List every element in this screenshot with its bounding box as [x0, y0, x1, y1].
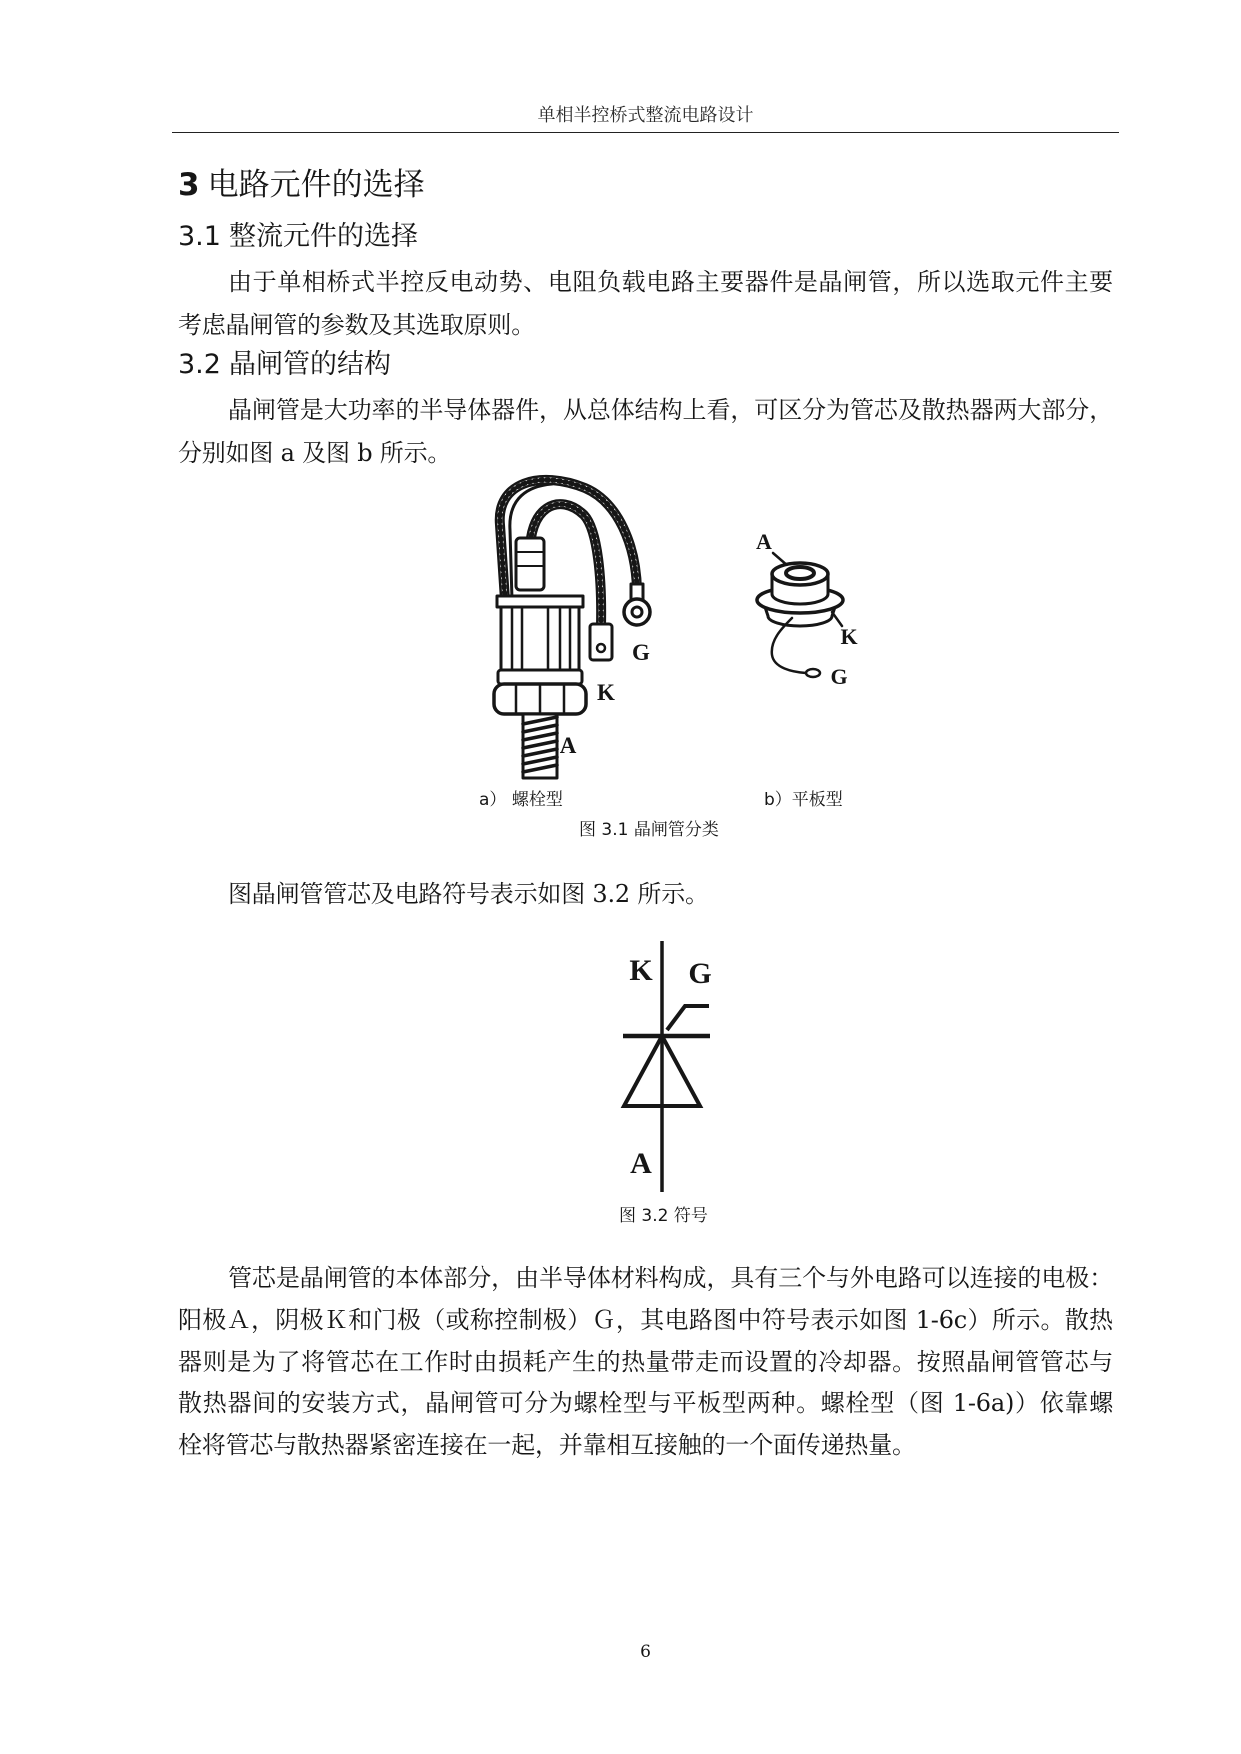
section-title: 整流元件的选择: [228, 221, 418, 252]
gate-wire-lug: [806, 669, 820, 677]
paragraph-line: 分别如图 a 及图 b 所示。: [178, 438, 452, 467]
section-title: 晶闸管的结构: [228, 349, 391, 380]
paragraph-line: 晶闸管是大功率的半导体器件，从总体结构上看，可区分为管芯及散热器两大部分，: [228, 396, 1113, 424]
figure-caption: 图 3.1 晶闸管分类: [579, 820, 719, 840]
paragraph-line: 考虑晶闸管的参数及其选取原则。: [178, 310, 535, 339]
chapter-heading: [178, 167, 425, 203]
paragraph-line: 栓将管芯与散热器紧密连接在一起，并靠相互接触的一个面传递热量。: [178, 1431, 916, 1460]
gate-lead: [667, 1006, 709, 1030]
paragraph-figure-reference: [178, 873, 1113, 916]
paragraph-line: 阳极Ａ，阴极Ｋ和门极（或称控制极）Ｇ，其电路图中符号表示如图 1-6c）所示。散热: [178, 1305, 1113, 1334]
section-number: 3.2: [178, 349, 221, 380]
washer: [498, 670, 582, 684]
paragraph-line: 由于单相桥式半控反电动势、电阻负载电路主要器件是晶闸管，所以选取元件主要: [228, 268, 1113, 296]
paragraph-line: 器则是为了将管芯在工作时由损耗产生的热量带走而设置的冷却器。按照晶闸管管芯与: [178, 1347, 1113, 1376]
paragraph-line: 散热器间的安装方式，晶闸管可分为螺栓型与平板型两种。螺栓型（图 1-6a)）依靠螺: [178, 1389, 1113, 1418]
gate-ring-lug: [624, 599, 650, 625]
gate-letter: G: [830, 664, 848, 689]
gate-letter: G: [688, 957, 712, 990]
thyristor-circuit-symbol: [600, 930, 740, 1200]
paragraph-core-and-heatsink: [178, 1258, 1113, 1467]
stud-type-label: a） 螺栓型: [479, 790, 563, 810]
cathode-flat-lug: [590, 624, 612, 660]
flat-type-label: b）平板型: [764, 790, 843, 810]
section-number: 3.1: [178, 221, 221, 252]
insulating-sleeve: [516, 538, 544, 590]
chapter-number: 3: [178, 167, 200, 203]
cathode-letter: K: [597, 680, 615, 705]
anode-letter: A: [630, 1147, 652, 1180]
chapter-title: 电路元件的选择: [207, 167, 425, 203]
stud-type-thyristor-drawing: [494, 480, 650, 778]
flat-type-thyristor-drawing: [756, 529, 858, 689]
paragraph-line: 管芯是晶闸管的本体部分，由半导体材料构成，具有三个与外电路可以连接的电极：: [228, 1264, 1113, 1292]
cathode-letter: K: [629, 954, 653, 987]
housing-top-band: [497, 596, 583, 607]
figure-3-1-drawings: [470, 470, 880, 788]
figure-caption: 图 3.2 符号: [619, 1206, 708, 1226]
cathode-letter: K: [840, 624, 858, 649]
paragraph-rectifier-selection: [178, 261, 1113, 346]
paragraph-line: 图晶闸管管芯及电路符号表示如图 3.2 所示。: [228, 880, 709, 908]
running-header: 单相半控桥式整流电路设计: [537, 105, 754, 126]
anode-letter: A: [756, 529, 772, 554]
paragraph-thyristor-structure: [178, 389, 1113, 474]
header-rule: [172, 132, 1119, 133]
section-heading-3-2: [178, 348, 391, 382]
gate-letter: G: [632, 640, 650, 665]
section-heading-3-1: [178, 220, 418, 254]
page-number: 6: [640, 1642, 651, 1662]
anode-letter: A: [559, 733, 577, 758]
